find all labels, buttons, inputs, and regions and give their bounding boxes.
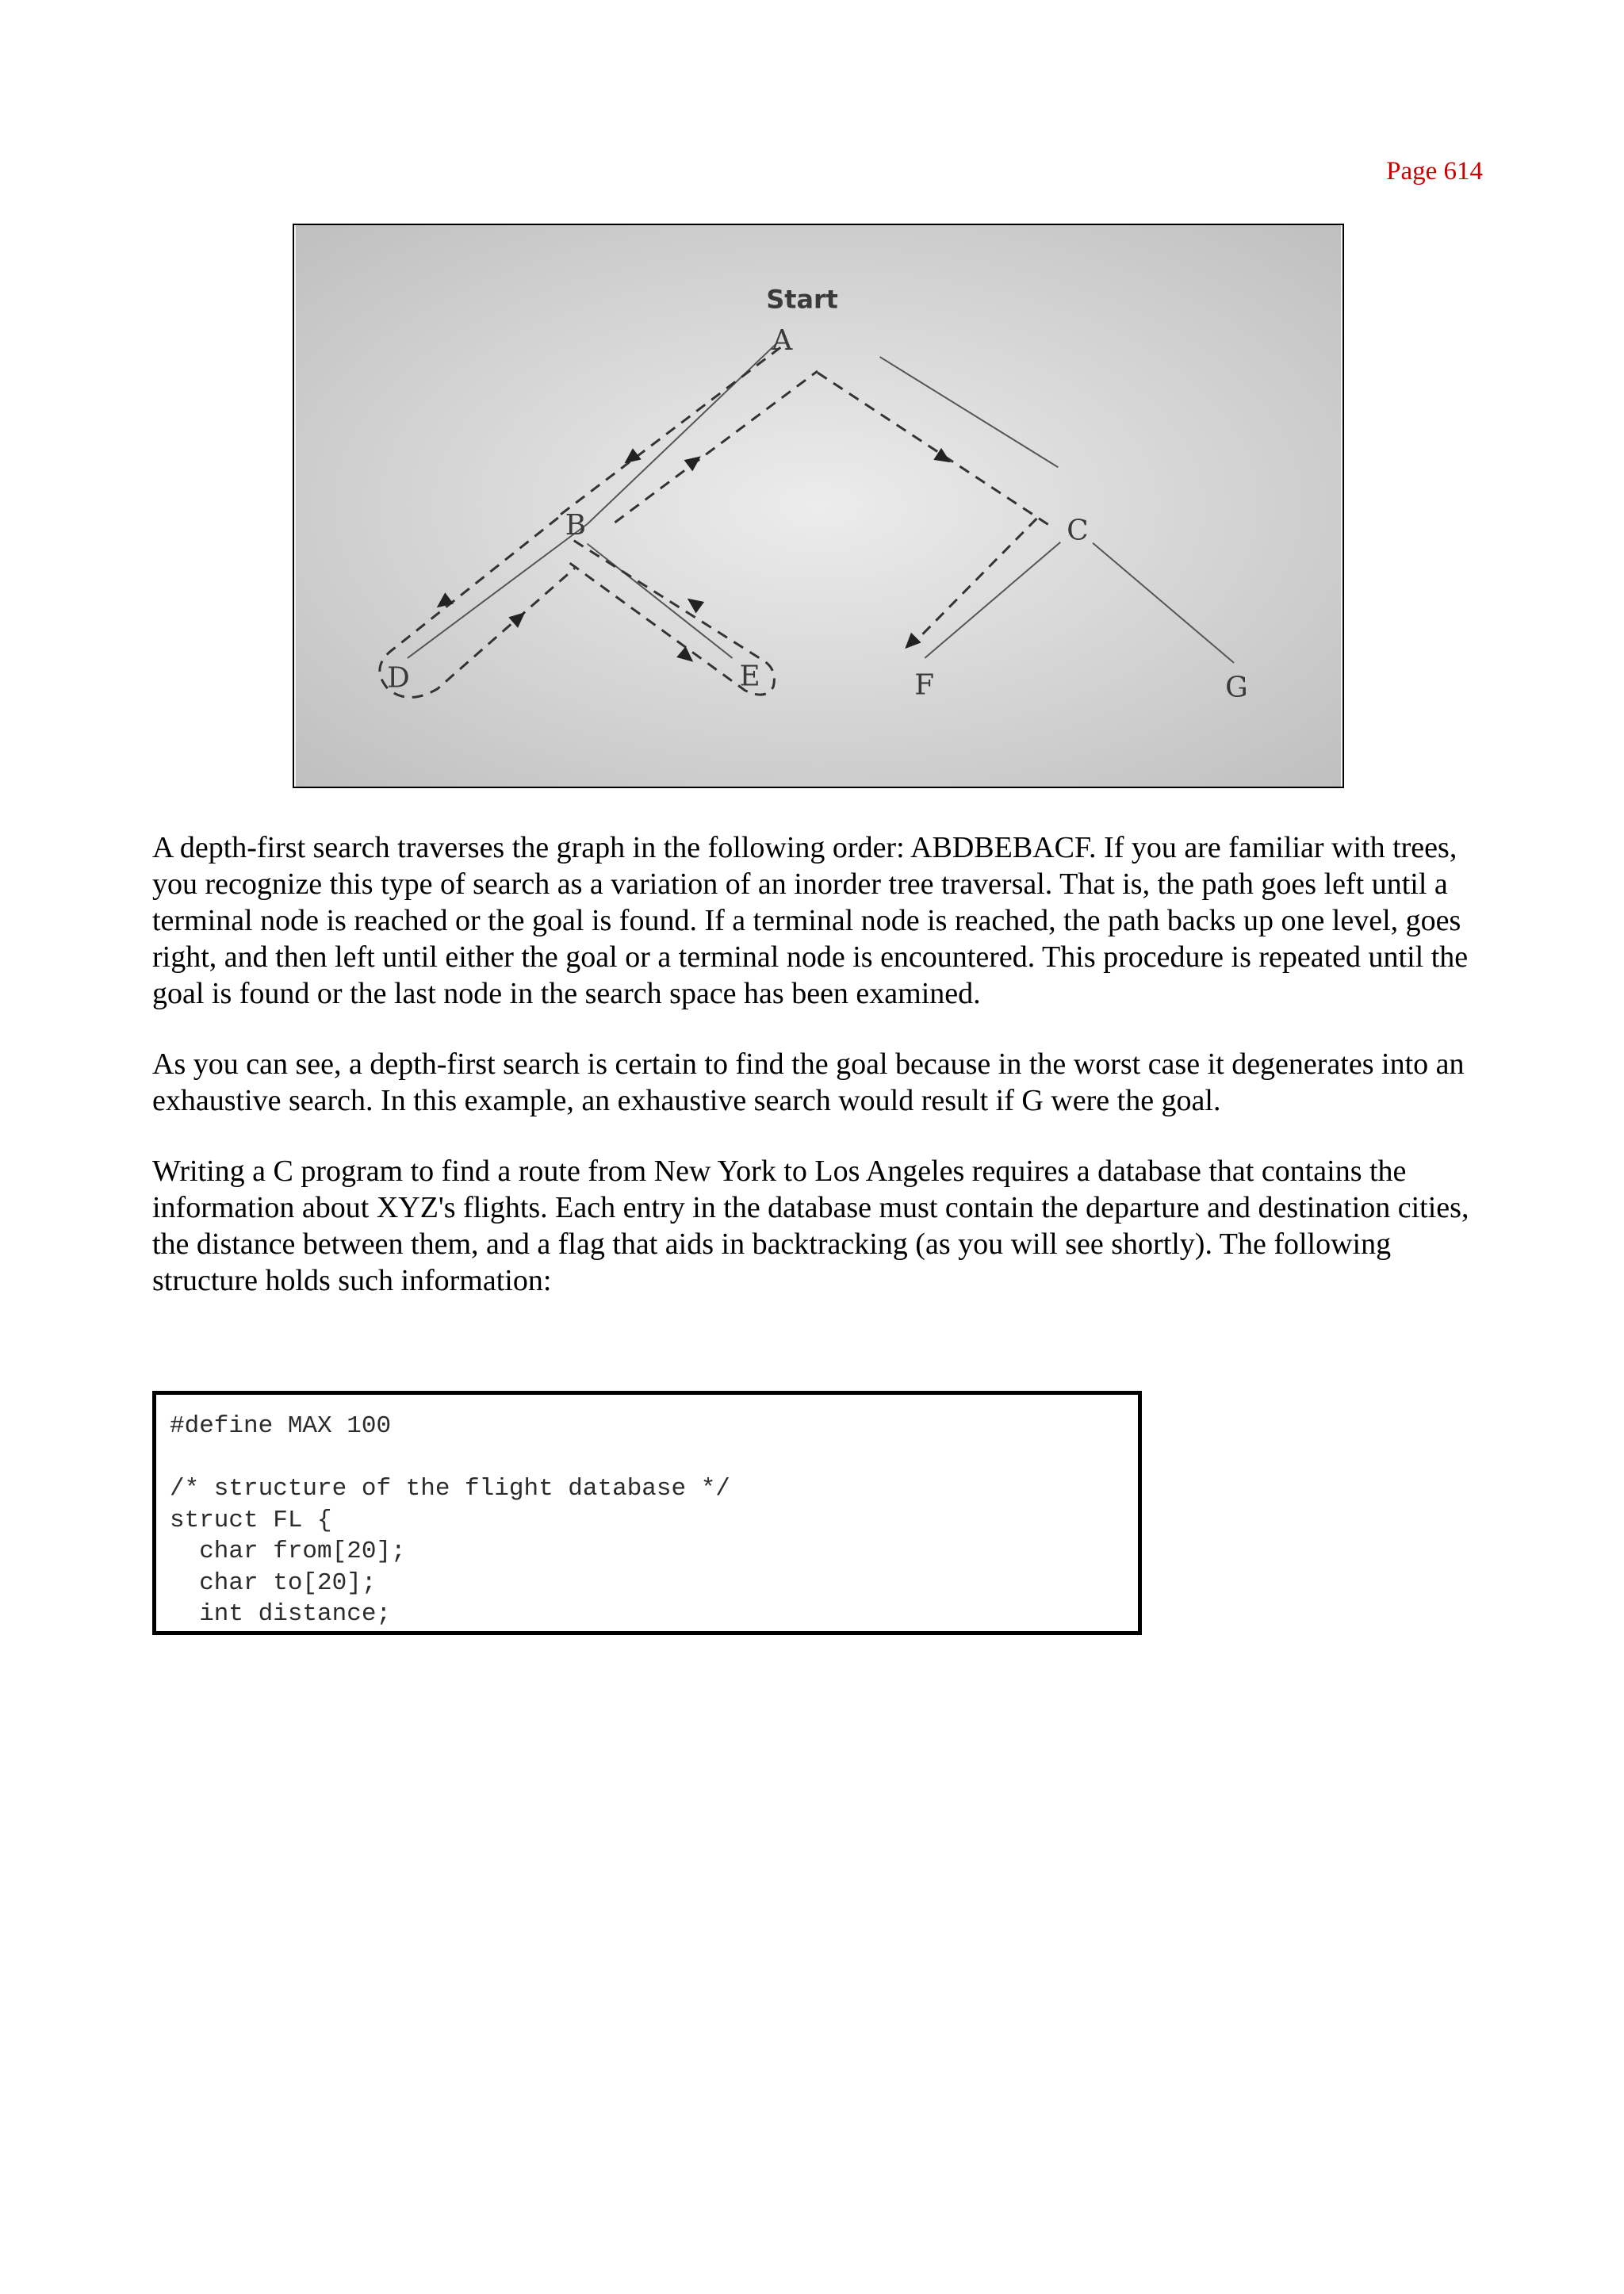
- code-line: /* structure of the flight database */: [170, 1475, 730, 1503]
- node-a-label: A: [772, 324, 793, 358]
- node-g-label: G: [1225, 671, 1248, 704]
- page-number: Page 614: [1386, 157, 1483, 186]
- code-line: int distance;: [170, 1600, 392, 1628]
- node-b-label: B: [565, 508, 587, 542]
- code-line: struct FL {: [170, 1506, 332, 1534]
- code-line: [170, 1442, 1138, 1474]
- node-f-label: F: [914, 668, 935, 702]
- code-line: #define MAX 100: [170, 1412, 392, 1440]
- node-e-label: E: [739, 660, 760, 693]
- node-c-label: C: [1067, 514, 1089, 547]
- paragraph: Writing a C program to find a route from New York to Los Angeles requires a database that contains the information about XYZ's flights. Each entry in the database must contain the departure and destination cities, the distance between them, and a flag that aids in backtracking (as you will see shortly). The following structure holds such information:: [152, 1155, 1469, 1297]
- body-text: [152, 829, 1484, 1333]
- paragraph: As you can see, a depth-first search is certain to find the goal because in the worst case it degenerates into an exhaustive search. In this example, an exhaustive search would result if G were the goal.: [152, 1047, 1465, 1117]
- search-tree-diagram: [294, 225, 1342, 787]
- node-d-label: D: [387, 661, 410, 695]
- code-listing: [152, 1391, 1142, 1635]
- start-label: Start: [766, 284, 838, 315]
- paragraph: A depth-first search traverses the graph in the following order: ABDBEBACF. If you are familiar with trees, you recognize this type of search as a variation of an inorder tree traversal. That is, the path goes left until a terminal node is reached or the goal is found. If a terminal node is reached, the path backs up one level, goes right, and then left until either the goal or a terminal node is encountered. This procedure is repeated until the goal is found or the last node in the search space has been examined.: [152, 831, 1469, 1010]
- code-line: char to[20];: [170, 1568, 377, 1597]
- depth-first-search-figure: [293, 224, 1344, 788]
- code-line: char from[20];: [170, 1538, 406, 1565]
